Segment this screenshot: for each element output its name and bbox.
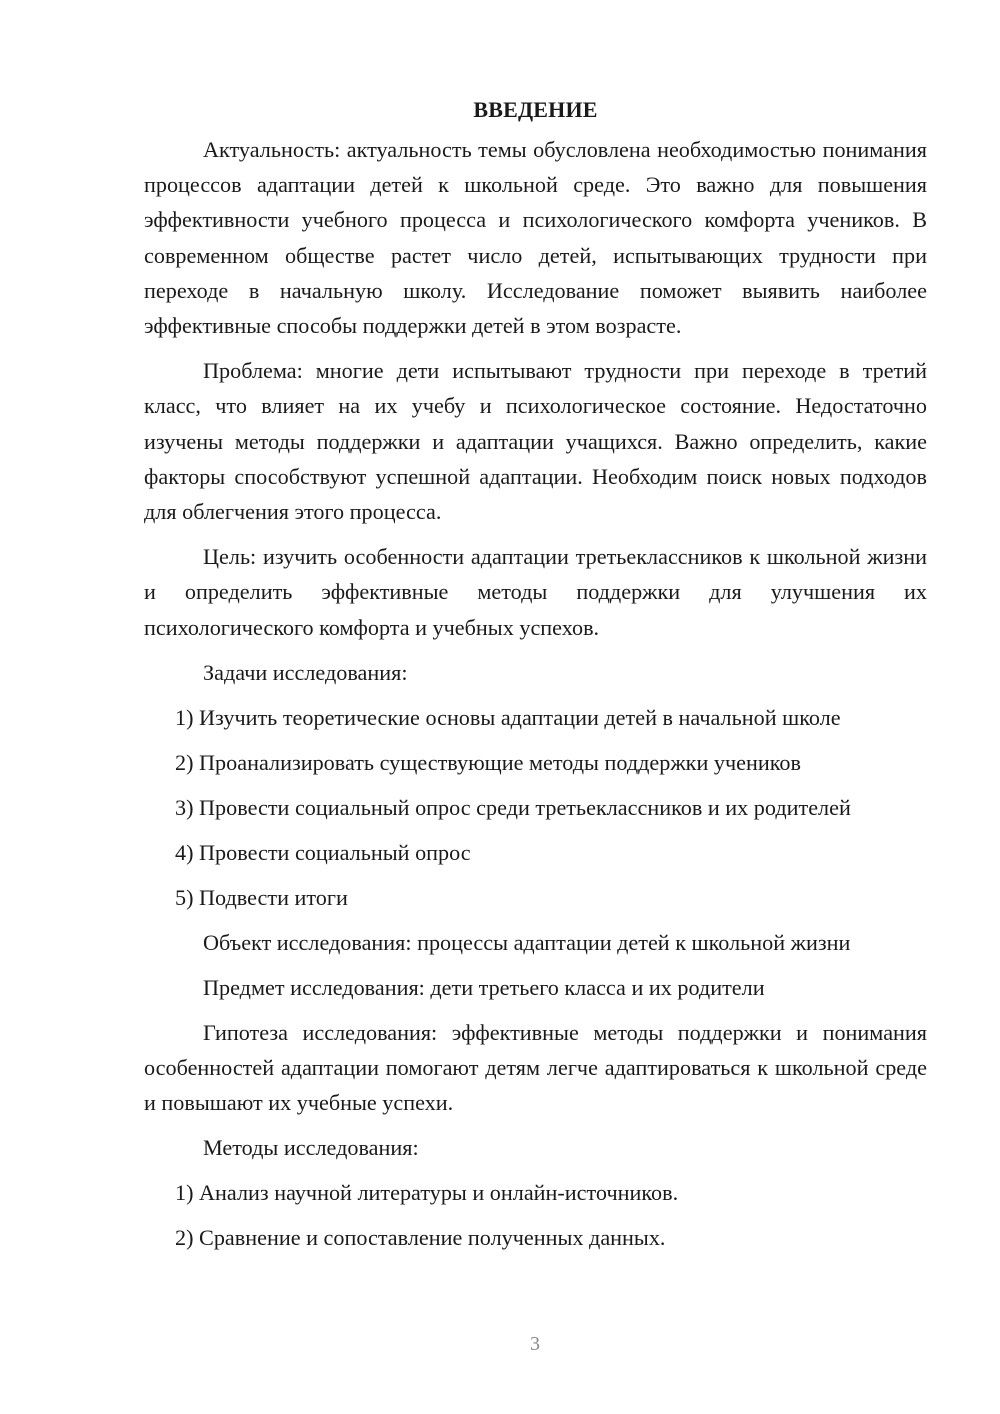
page-content xyxy=(144,92,927,1255)
hypothesis-paragraph: Гипотеза исследования: эффективные методы поддержки и понимания особенностей адаптации помогают детям легче адаптироваться к школьной среде и повышают их учебные успехи. xyxy=(144,1019,927,1116)
method-item: 1) Анализ научной литературы и онлайн-источников. xyxy=(175,1180,679,1206)
method-item: 2) Сравнение и сопоставление полученных данных. xyxy=(175,1225,666,1251)
page-number: 3 xyxy=(530,1333,540,1355)
task-item: 3) Провести социальный опрос среди третьеклассников и их родителей xyxy=(175,794,851,820)
research-object: Объект исследования: процессы адаптации детей к школьной жизни xyxy=(203,929,851,955)
research-subject: Предмет исследования: дети третьего класса и их родители xyxy=(203,974,765,1000)
goal-paragraph: Цель: изучить особенности адаптации третьеклассников к школьной жизни и определить эффективные методы поддержки для улучшения их психологического комфорта и учебных успехов. xyxy=(144,544,927,640)
section-title: ВВЕДЕНИЕ xyxy=(473,97,598,122)
methods-heading: Методы исследования: xyxy=(203,1135,419,1161)
relevance-paragraph: Актуальность: актуальность темы обусловлена необходимостью понимания процессов адаптации детей к школьной среде. Это важно для повышения эффективности учебного процесса и психологического комфорта учеников. В современном обществе растет число детей, испытывающих трудности при переходе в начальную школу. Исследование поможет выявить наиболее эффективные способы поддержки детей в этом возрасте. xyxy=(144,137,927,339)
task-item: 4) Провести социальный опрос xyxy=(175,839,471,865)
tasks-heading: Задачи исследования: xyxy=(203,659,408,685)
task-item: 2) Проанализировать существующие методы поддержки учеников xyxy=(175,749,801,775)
task-item: 1) Изучить теоретические основы адаптации детей в начальной школе xyxy=(175,704,841,730)
problem-paragraph: Проблема: многие дети испытывают трудности при переходе в третий класс, что влияет на их учебу и психологическое состояние. Недостаточно изучены методы поддержки и адаптации учащихся. Важно определить, какие факторы способствуют успешной адаптации. Необходим поиск новых подходов для облегчения этого процесса. xyxy=(144,358,927,525)
task-item: 5) Подвести итоги xyxy=(175,884,348,910)
